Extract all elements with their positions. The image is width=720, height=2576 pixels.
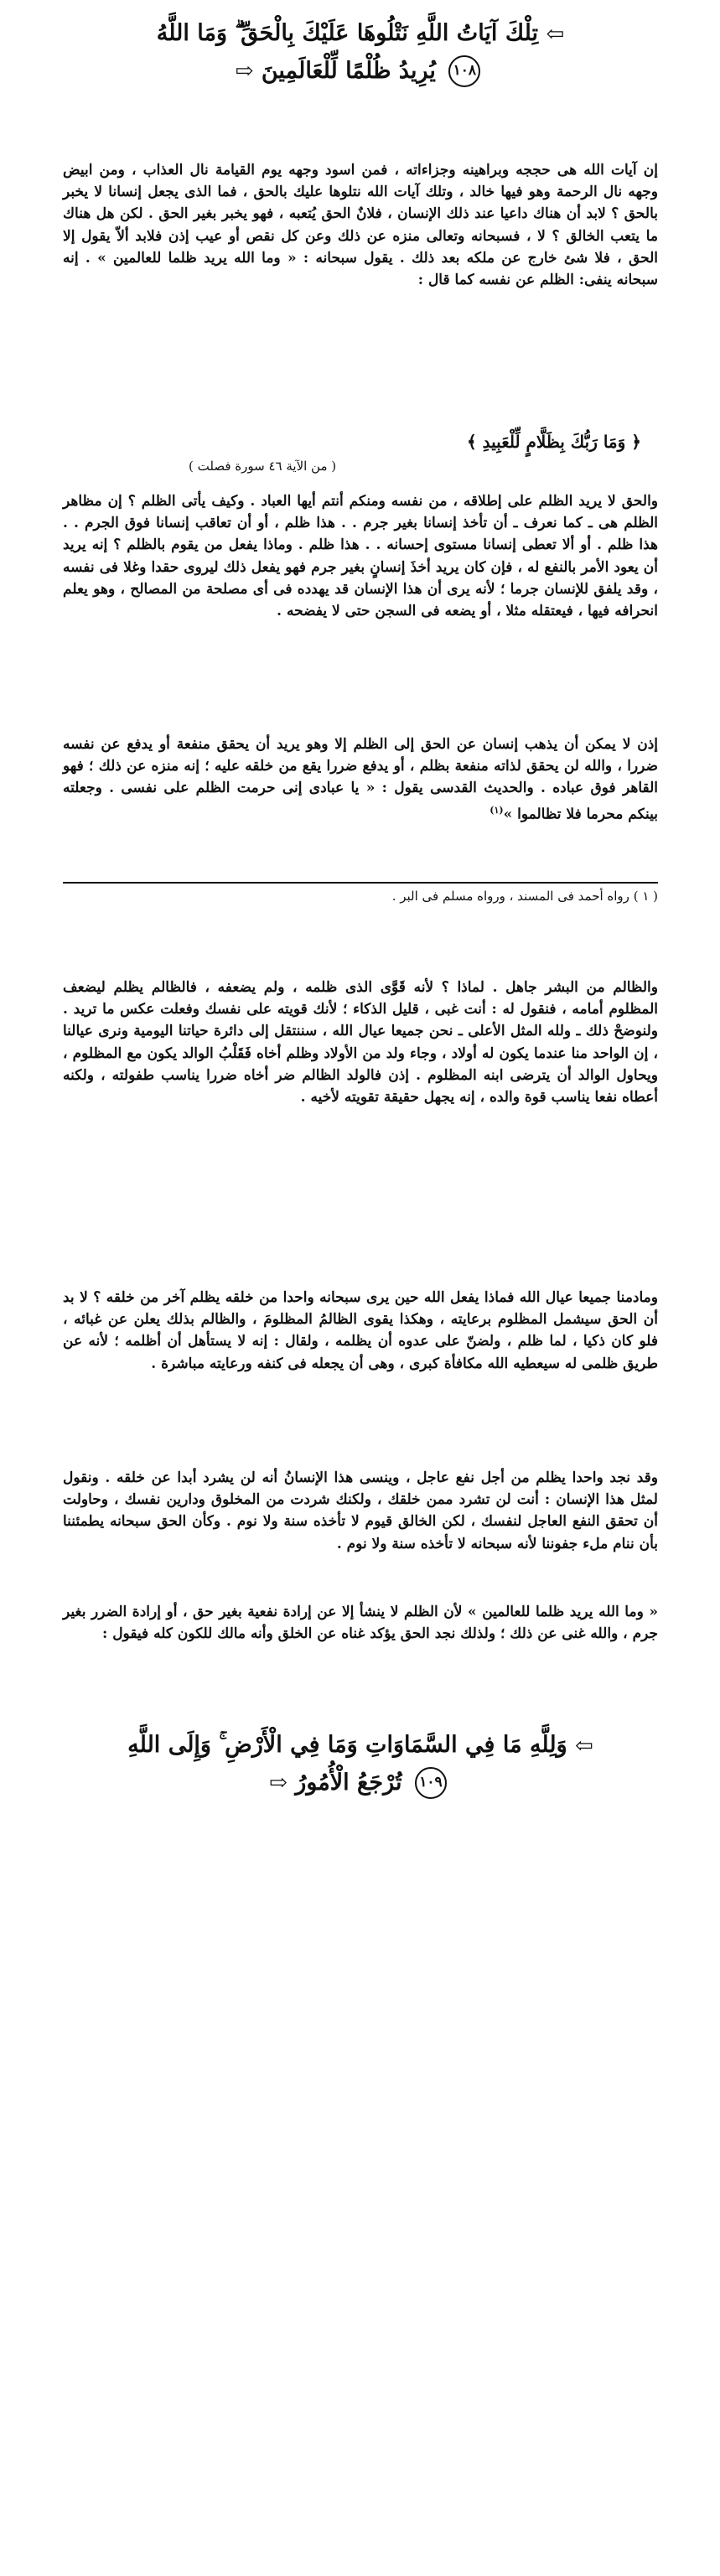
verse-line-2: تُرْجَعُ الْأُمُورُ	[295, 1769, 402, 1796]
paragraph-6: وقد نجد واحدا يظلم من أجل نفع عاجل ، وينسى هذا الإنسانُ أنه لن يشرد أبدا عن خلقه . ونقول لمثل هذا الإنسان : أنت لن تشرد ممن خلقك ، ولكنك شردت من المخلوق ودارين نفسك ، وحاولت أن تحقق النفع العاجل لنفسك ، لكن الخالق قيوم لا تأخذه سنة ولا نوم . وكأن الحق سبحانه يطمئننا بأن ننام ملء جفوننا لأنه سبحانه لا تأخذه سنة ولا نوم .	[63, 1469, 658, 1552]
paragraph-1: إن آيات الله هى حججه وبراهينه وجزاءاته ، فمن اسود وجهه يوم القيامة نال العذاب ، ومن ابيض وجهه نال الرحمة وهو فيها خالد ، وتلك آيات الله نتلوها عليك بالحق ، فما الذى يجعل إنسانا لا يخبر بالحق ؟ لابد أن هناك داعيا عند ذلك الإنسان ، فلانٌ الحق يُتعبه ، فهو يخبر بغير الحق . لكن هل هناك ما يتعب الخالق ؟ لا ، فسبحانه وتعالى منزه عن ذلك وعن كل نقص أو عيب إذن فلابد ألاّ يقول إلا الحق ، فلا شئ خارج عن ملكه بعد ذلك . يقول سبحانه : « وما الله يريد ظلما للعالمين » . إنه سبحانه ينفى: الظلم عن نفسه كما قال :	[63, 162, 658, 289]
page-109-continued	[63, 1601, 658, 1894]
page-109	[63, 930, 658, 1601]
footnote-marker: (١)	[489, 804, 504, 816]
footnote-divider	[63, 882, 658, 884]
footnote: ( ١ ) رواه أحمد فى المسند ، ورواه مسلم فى البر .	[391, 889, 658, 904]
paragraph-4: والظالم من البشر جاهل . لماذا ؟ لأنه قَوَّى الذى ظلمه ، ولم يضعفه ، فالظالم يظلم ليضعف المظلوم أمامه ، فنقول له : أنت غبى ، قليل الذكاء ؛ لأنك قويته على نفسك وفعلت عكس ما تريد . ولنوضحْ ذلك ـ ولله المثل الأعلى ـ نحن جميعا عيال الله ، سننتقل إلى دائرة حياتنا اليومية ونرى عيالنا ، إن الواحد منا عندما يكون له أولاد ، وجاء ولد من الأولاد وظلم أخاه فَقَلْبُ الوالد يكون مع المظلوم ، ويحاول الوالد أن يترضى ابنه المظلوم . إذن فالولد الظالم ضر أخاه ضررا يناسب طفولته ، ولكنه أعطاه نفعا يناسب قوة والده ، إنه يجهل حقيقة تقويته لأخيه .	[63, 979, 658, 1107]
paragraph-2: والحق لا يريد الظلم على إطلاقه ، من نفسه ومنكم أنتم أيها العباد . وكيف يأتى الظلم ؟ إن مظاهر الظلم هى ـ كما نعرف ـ أن تأخذ إنسانا بغير جرم . . هذا ظلم ، أو أن تعاقب إنسانا فوق الجرم . . هذا ظلم . أو ألا تعطى إنسانا مستوى إحسانه . . هذا ظلم . وماذا يفعل من يقوم بالظلم ؟ إنه يريد أن يعود الأمر بالنفع له ، فإن كان يريد أخذَ إنسانٍ بغير جرم فهو يفعل ذلك ليروى حقدا وغلا فى نفسه ، وقد يلفق للإنسان جرما ؛ لأنه يرى أن هذا الإنسان قد يهدده فى أى مصلحة من المصالح ، وهو يعلم انحرافه فيها ، فيعتقله مثلا ، أو يضعه فى السجن حتى لا يفضحه .	[63, 493, 658, 620]
paragraph-7: « وما الله يريد ظلما للعالمين » لأن الظلم لا ينشأ إلا عن إرادة نفعية بغير حق ، أو إرادة الضرر بغير جرم ، والله غنى عن ذلك ؛ ولذلك نجد الحق يؤكد غناه عن الخلق وأنه مالك للكون كله فيقول :	[63, 1604, 658, 1643]
verse-line-1: تِلْكَ آيَاتُ اللَّهِ نَتْلُوهَا عَلَيْكَ بِالْحَقِّ ۗ وَمَا اللَّهُ	[156, 20, 539, 46]
ornament-arrow-icon: ⇨	[235, 59, 254, 84]
verse-line-1: وَلِلَّهِ مَا فِي السَّمَاوَاتِ وَمَا فِي الْأَرْضِ ۚ وَإِلَى اللَّهِ	[127, 1732, 567, 1758]
paragraph-5: ومادمنا جميعا عيال الله فماذا يفعل الله حين يرى سبحانه واحدا من خلقه يظلم آخر من خلقه ؟ لا بد أن الحق سيشمل المظلوم برعايته ، وهكذا يقوى الظالمُ المظلومَ ، والظالم بذلك يعلن عن غبائه ، فلو كان ذكيا ، لما ظلم ، ولضنّ على عدوه أن يظلمه ، ولقال : إنه لا يستأهل أن أظلمه ؛ لأنه عن طريق ظلمى له سيعطيه الله مكافأة كبرى ، وهى أن يجعله فى كنفه ورعايته مباشرة .	[63, 1289, 658, 1372]
ayah-number-badge: ١٠٨	[448, 55, 480, 87]
ornament-arrow-icon: ⇦	[546, 21, 565, 47]
verse-line-2: يُرِيدُ ظُلْمًا لِّلْعَالَمِينَ	[261, 57, 436, 84]
ornament-arrow-icon: ⇨	[269, 1770, 287, 1796]
quran-quote: ﴿ وَمَا رَبُّكَ بِظَلَّامٍ لِّلْعَبِيدِ ﴾	[466, 432, 641, 452]
ornament-arrow-icon: ⇦	[575, 1733, 593, 1759]
page-108	[63, 0, 658, 930]
quote-reference: ( من الآية ٤٦ سورة فصلت )	[189, 459, 337, 474]
verse-header-109	[113, 1727, 608, 1801]
ayah-number-badge: ١٠٩	[415, 1767, 447, 1799]
verse-header-108	[113, 15, 608, 90]
paragraph-3: إذن لا يمكن أن يذهب إنسان عن الحق إلى الظلم إلا وهو يريد أن يحقق منفعة أو يدفع عن نفسه ضررا ، والله لن يحقق لذاته منفعة بظلم ، أو يدفع ضررا يقع من خلقه عليه ؛ إنه منزه عن ذلك ؛ فهو القاهر فوق عباده . والحديث القدسى يقول : « يا عبادى إنى حرمت الظلم على نفسى . وجعلته بينكم محرما فلا تظالموا »$^{(١)}$	[63, 736, 658, 823]
